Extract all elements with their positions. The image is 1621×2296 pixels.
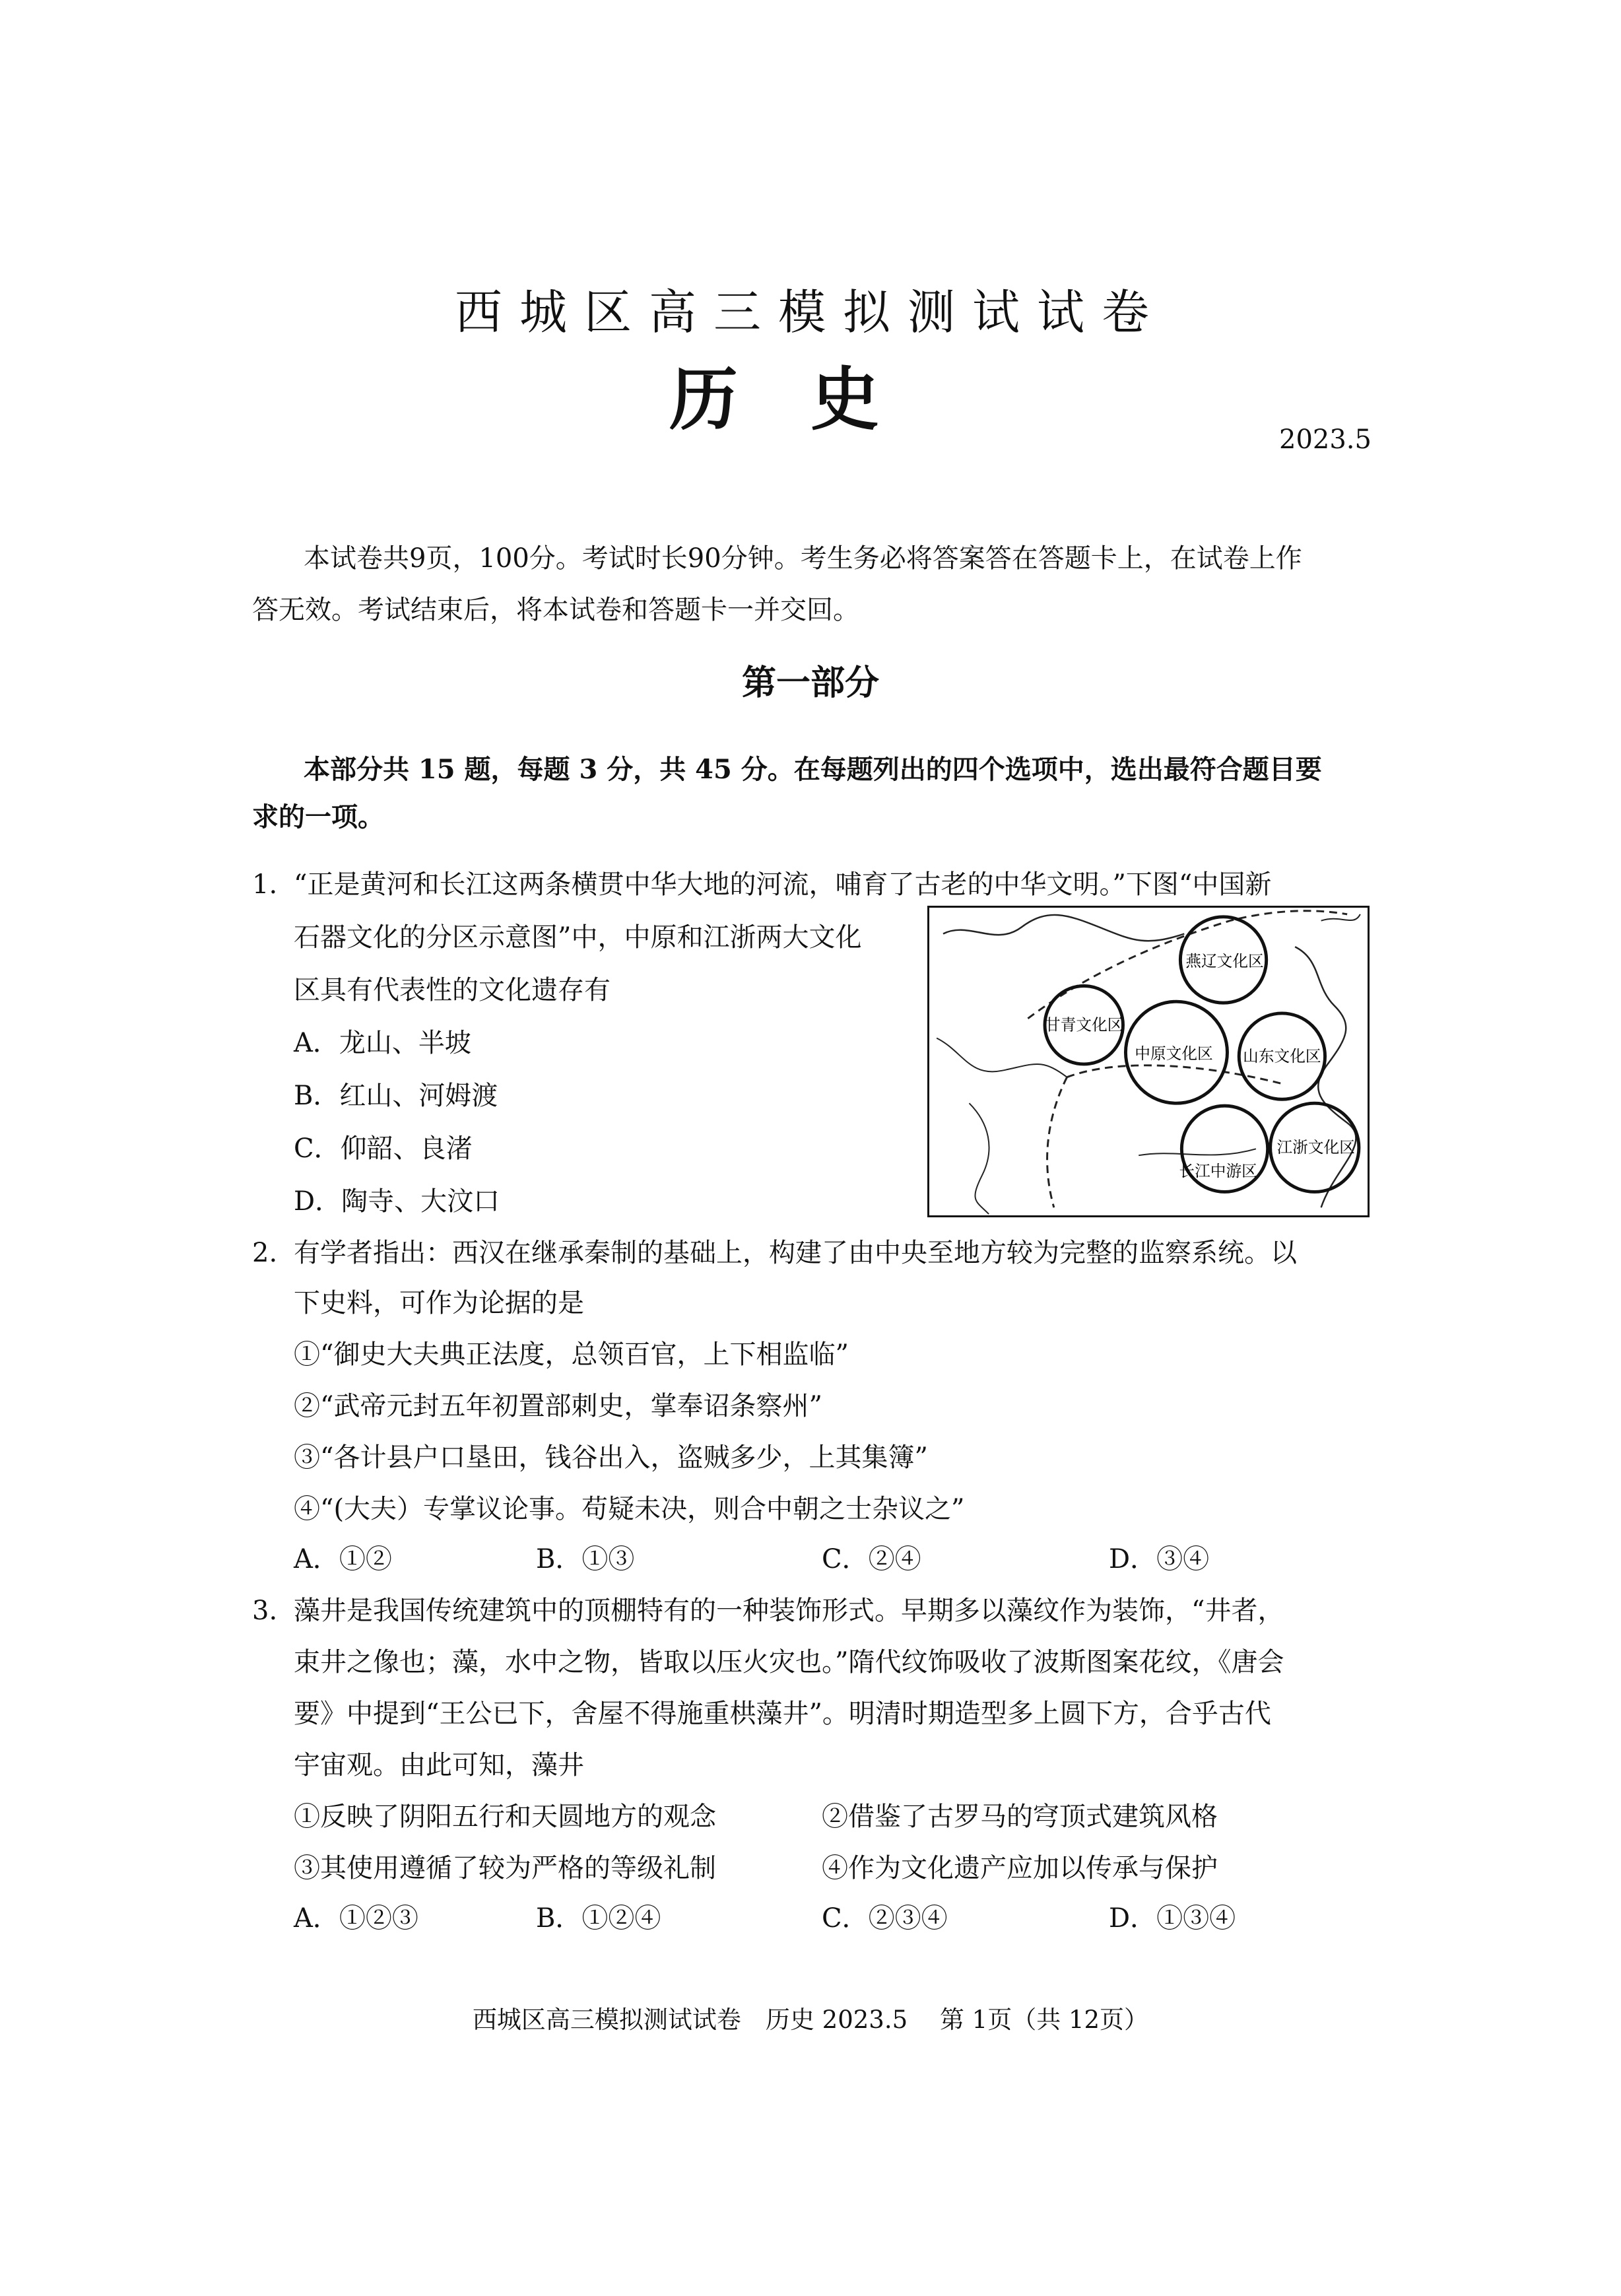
q2-line-2: 下史料，可作为论据的是 <box>294 1288 584 1318</box>
section-title: 第一部分 <box>741 663 879 703</box>
q3-item-2: ②借鉴了古罗马的穹顶式建筑风格 <box>822 1802 1218 1832</box>
intro-line-2: 答无效。考试结束后，将本试卷和答题卡一并交回。 <box>252 595 859 625</box>
map-coast-line <box>1295 947 1356 1207</box>
map-dashed-boundary <box>1047 1077 1067 1207</box>
intro-line-1: 本试卷共9页，100分。考试时长90分钟。考生务必将答案答在答题卡上，在试卷上作 <box>304 543 1302 574</box>
q2-item-1: ①“御史大夫典正法度，总领百官，上下相监临” <box>294 1339 849 1370</box>
map-river-line <box>1139 1149 1256 1155</box>
subject-title: 历史 <box>669 358 952 440</box>
exam-date: 2023.5 <box>1279 424 1372 455</box>
q1-line-1: “正是黄河和长江这两条横贯中华大地的河流，哺育了古老的中华文明。”下图“中国新 <box>294 869 1272 900</box>
q1-option-d: D．陶寺、大汶口 <box>294 1186 500 1217</box>
exam-title: 西城区高三模拟测试试卷 <box>454 285 1166 340</box>
q2-line-1: 有学者指出：西汉在继承秦制的基础上，构建了由中央至地方较为完整的监察系统。以 <box>294 1238 1297 1268</box>
section-instruction-line-1: 本部分共 15 题，每题 3 分，共 45 分。在每题列出的四个选项中，选出最符合题目要 <box>304 754 1322 785</box>
q3-item-1: ①反映了阴阳五行和天圆地方的观念 <box>294 1802 716 1832</box>
map-label-yanliao: 燕辽文化区 <box>1185 951 1264 970</box>
section-instruction-line-2: 求的一项。 <box>252 801 384 832</box>
q3-item-4: ④作为文化遗产应加以传承与保护 <box>822 1853 1218 1883</box>
q1-option-b: B．红山、河姆渡 <box>294 1081 498 1111</box>
neolithic-culture-map <box>927 906 1370 1217</box>
q2-option-b: B．①③ <box>536 1544 635 1574</box>
q3-line-4: 宇宙观。由此可知，藻井 <box>294 1750 584 1780</box>
map-coast-line <box>1321 914 1360 921</box>
map-label-zhongyuan: 中原文化区 <box>1135 1044 1213 1064</box>
q2-option-a: A．①② <box>294 1544 392 1574</box>
q2-option-c: C．②④ <box>822 1544 921 1574</box>
q1-line-3: 区具有代表性的文化遗存有 <box>294 975 611 1005</box>
q2-item-3: ③“各计县户口垦田，钱谷出入，盗贼多少，上其集簿” <box>294 1442 928 1473</box>
map-label-jiangzhe: 江浙文化区 <box>1276 1138 1355 1157</box>
map-river-line <box>943 915 1184 941</box>
q3-line-3: 要》中提到“王公已下，舍屋不得施重栱藻井”。明清时期造型多上圆下方，合乎古代 <box>294 1699 1271 1729</box>
map-dashed-boundary <box>1067 1065 1282 1084</box>
q1-option-c: C．仰韶、良渚 <box>294 1133 473 1164</box>
q2-number: 2. <box>252 1238 278 1268</box>
map-label-ganqing: 甘青文化区 <box>1045 1015 1123 1034</box>
q3-option-d: D．①③④ <box>1109 1903 1236 1934</box>
map-label-shandong: 山东文化区 <box>1243 1047 1321 1065</box>
q3-option-b: B．①②④ <box>536 1903 661 1934</box>
map-label-changjiang: 长江中游区 <box>1179 1161 1257 1180</box>
q2-option-d: D．③④ <box>1109 1544 1210 1574</box>
q3-option-c: C．②③④ <box>822 1903 948 1934</box>
q2-item-4: ④“(大夫）专掌议论事。苟疑未决，则合中朝之士杂议之” <box>294 1494 965 1524</box>
q3-line-1: 藻井是我国传统建筑中的顶棚特有的一种装饰形式。早期多以藻纹作为装饰，“井者， <box>294 1596 1284 1626</box>
q2-item-2: ②“武帝元封五年初置部刺史，掌奉诏条察州” <box>294 1391 822 1421</box>
q3-line-2: 束井之像也；藻，水中之物，皆取以压火灾也。”隋代纹饰吸收了波斯图案花纹，《唐会 <box>294 1647 1284 1677</box>
page-footer: 西城区高三模拟测试试卷 历史 2023.5 第 1页（共 12页） <box>472 2006 1149 2034</box>
q3-item-3: ③其使用遵循了较为严格的等级礼制 <box>294 1853 716 1883</box>
q3-option-a: A．①②③ <box>294 1903 418 1934</box>
q1-number: 1. <box>252 869 278 900</box>
q3-number: 3. <box>252 1596 278 1626</box>
q1-option-a: A．龙山、半坡 <box>294 1028 471 1058</box>
map-river-line <box>937 1038 1067 1077</box>
q1-line-2: 石器文化的分区示意图”中，中原和江浙两大文化 <box>294 922 862 953</box>
map-river-line <box>969 1103 989 1214</box>
